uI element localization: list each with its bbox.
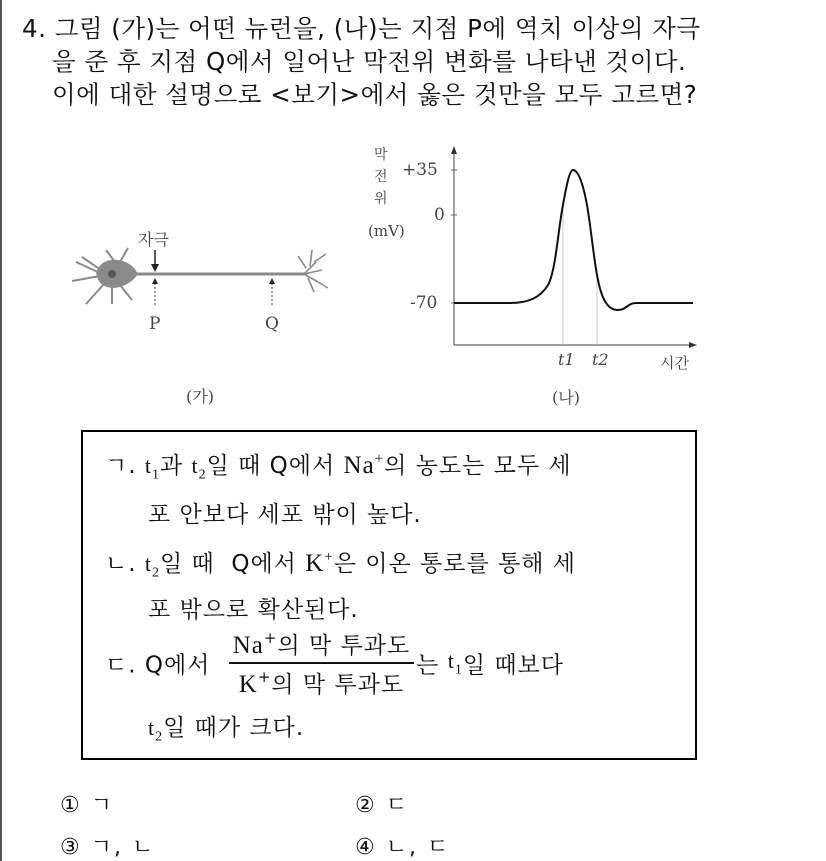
xlabel: 시간	[660, 354, 689, 372]
neuron-diagram	[60, 215, 350, 345]
membrane-potential-chart	[440, 140, 705, 360]
bogi-marker-a: ㄱ.	[105, 453, 137, 479]
question-text-1: 그림 (가)는 어떤 뉴런을, (나)는 지점 P에 역치 이상의 자극	[54, 14, 701, 43]
ytick-0: 0	[434, 205, 445, 225]
t2-symbol: $t_2$	[144, 551, 160, 581]
xtick-t1	[558, 350, 575, 369]
k-ion: K+	[305, 549, 334, 577]
point-q-arrow-icon	[269, 278, 275, 284]
bogi-item-c-line-1: ㄷ. Q에서 $\frac{Na^+의 막 투과도}{K^+의 막 투과도}$ 는 $t_1$일 때보다	[105, 629, 564, 698]
t1-label: t1	[558, 350, 575, 369]
t1-symbol: $t_1$	[144, 453, 160, 483]
choice-2-number: ②	[355, 793, 377, 818]
point-p-arrow-icon	[152, 278, 158, 284]
bogi-item-b-line-2: 포 밖으로 확산된다.	[148, 597, 359, 623]
bogi-item-a-line-2: 포 안보다 세포 밖이 높다.	[148, 502, 422, 528]
ytick-plus35: +35	[402, 160, 438, 180]
figure-b-caption: (나)	[552, 388, 580, 407]
t2-label: t2	[592, 350, 609, 369]
ylabel-char-3: 위	[374, 191, 388, 207]
stimulus-arrow-icon	[151, 264, 159, 272]
choice-2[interactable]	[355, 788, 409, 819]
choice-3-label: ㄱ, ㄴ	[90, 835, 156, 860]
t1-symbol: $t_1$	[447, 647, 463, 678]
question-line-1	[22, 12, 812, 45]
stimulus-label: 자극	[138, 230, 169, 249]
bogi-marker-c: ㄷ.	[105, 652, 137, 679]
t2-symbol: $t_2$	[191, 453, 207, 483]
fraction-numerator: Na+의 막 투과도	[229, 627, 414, 664]
cell-body	[96, 260, 138, 288]
ytick-minus70: -70	[410, 293, 438, 313]
axon-terminals	[298, 250, 328, 292]
fraction-denominator: K+의 막 투과도	[238, 668, 405, 698]
choice-1-number: ①	[60, 793, 82, 818]
question-stem	[22, 12, 812, 111]
point-q-label: Q	[265, 314, 279, 334]
xtick-t2	[592, 350, 609, 369]
y-axis-arrow-icon	[451, 146, 457, 154]
t2-symbol: $t_2$	[148, 715, 164, 745]
figure-a-caption: (가)	[186, 387, 214, 406]
ylabel-unit: (mV)	[368, 222, 405, 240]
choice-1-label: ㄱ	[90, 793, 114, 818]
bogi-item-c-line-2: $t_2$일 때가 크다.	[148, 715, 305, 745]
question-line-2: 을 준 후 지점 Q에서 일어난 막전위 변화를 나타낸 것이다.	[52, 47, 687, 76]
choice-4-label: ㄴ, ㄷ	[385, 835, 451, 860]
x-axis-arrow-icon	[689, 342, 697, 348]
question-line-3: 이에 대한 설명으로 <보기>에서 옳은 것만을 모두 고르면?	[52, 80, 698, 109]
permeability-ratio	[229, 627, 414, 699]
na-ion: Na+	[343, 451, 385, 479]
question-number: 4.	[22, 14, 47, 43]
choice-1[interactable]	[60, 788, 114, 819]
action-potential-curve	[454, 170, 693, 310]
page-left-border	[0, 0, 2, 861]
choice-4-number: ④	[355, 835, 377, 860]
ylabel-char-2: 전	[374, 169, 388, 185]
choice-4[interactable]	[355, 830, 450, 861]
bogi-marker-b: ㄴ.	[105, 551, 137, 577]
bogi-item-a-line-1: ㄱ. $t_1$과 $t_2$일 때 Q에서 Na+의 농도는 모두 세	[105, 451, 572, 483]
point-p-label: P	[149, 314, 161, 334]
ylabel-char-1: 막	[374, 147, 388, 163]
choice-3-number: ③	[60, 835, 82, 860]
choice-3[interactable]	[60, 830, 155, 861]
choice-2-label: ㄷ	[385, 793, 409, 818]
nucleus	[108, 270, 116, 278]
bogi-item-b-line-1: ㄴ. $t_2$일 때 Q에서 K+은 이온 통로를 통해 세	[105, 549, 576, 581]
